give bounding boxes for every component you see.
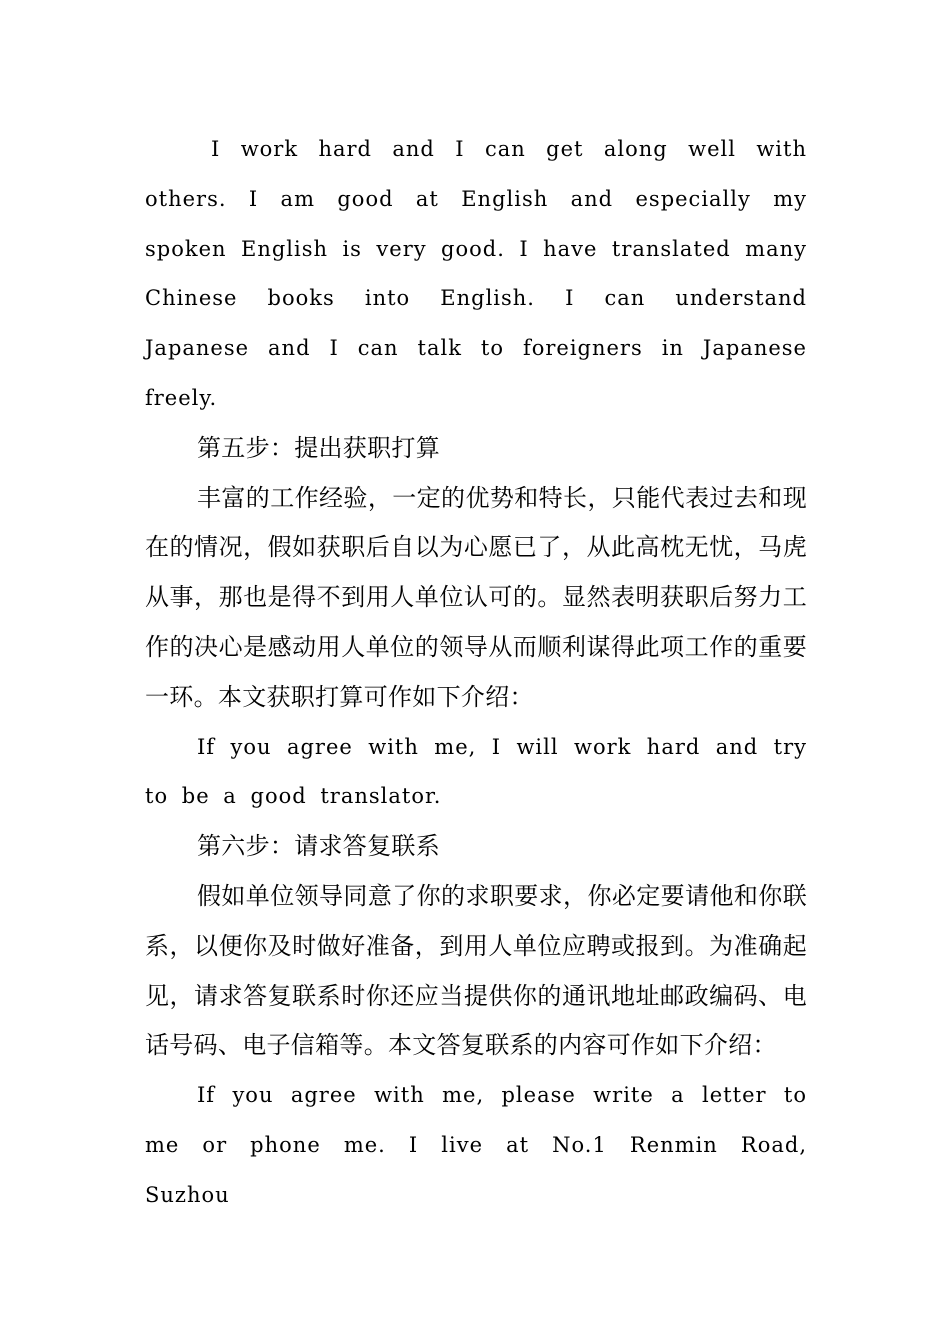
step-six-example-paragraph: If you agree with me, please write a letter to me or phone me. I live at No.1 Renmin Road, Suzhou [145,1083,807,1207]
step-six-body-paragraph: 假如单位领导同意了你的求职要求，你必定要请他和你联系，以便你及时做好准备，到用人单位应聘或报到。为准确起见，请求答复联系时你还应当提供你的通讯地址邮政编码、电话号码、电子信箱等。本文答复联系的内容可作如下介绍： [145,881,807,1060]
document-page [145,125,807,1221]
intro-english-paragraph: I work hard and I can get along well with others. I am good at English and especially my spoken English is very good. I have translated many Chinese books into English. I can understand Japanese and I can talk to foreigners in Japanese freely. [145,137,807,410]
step-five-body-paragraph: 丰富的工作经验，一定的优势和特长，只能代表过去和现在的情况，假如获职后自以为心愿已了，从此高枕无忧，马虎从事，那也是得不到用人单位认可的。显然表明获职后努力工作的决心是感动用人单位的领导从而顺利谋得此项工作的重要一环。本文获职打算可作如下介绍： [145,483,807,711]
step-five-example-paragraph: If you agree with me, I will work hard and try to be a good translator. [145,734,807,809]
step-five-heading: 第五步：提出获职打算 [197,433,440,462]
step-six-heading: 第六步：请求答复联系 [197,832,440,861]
